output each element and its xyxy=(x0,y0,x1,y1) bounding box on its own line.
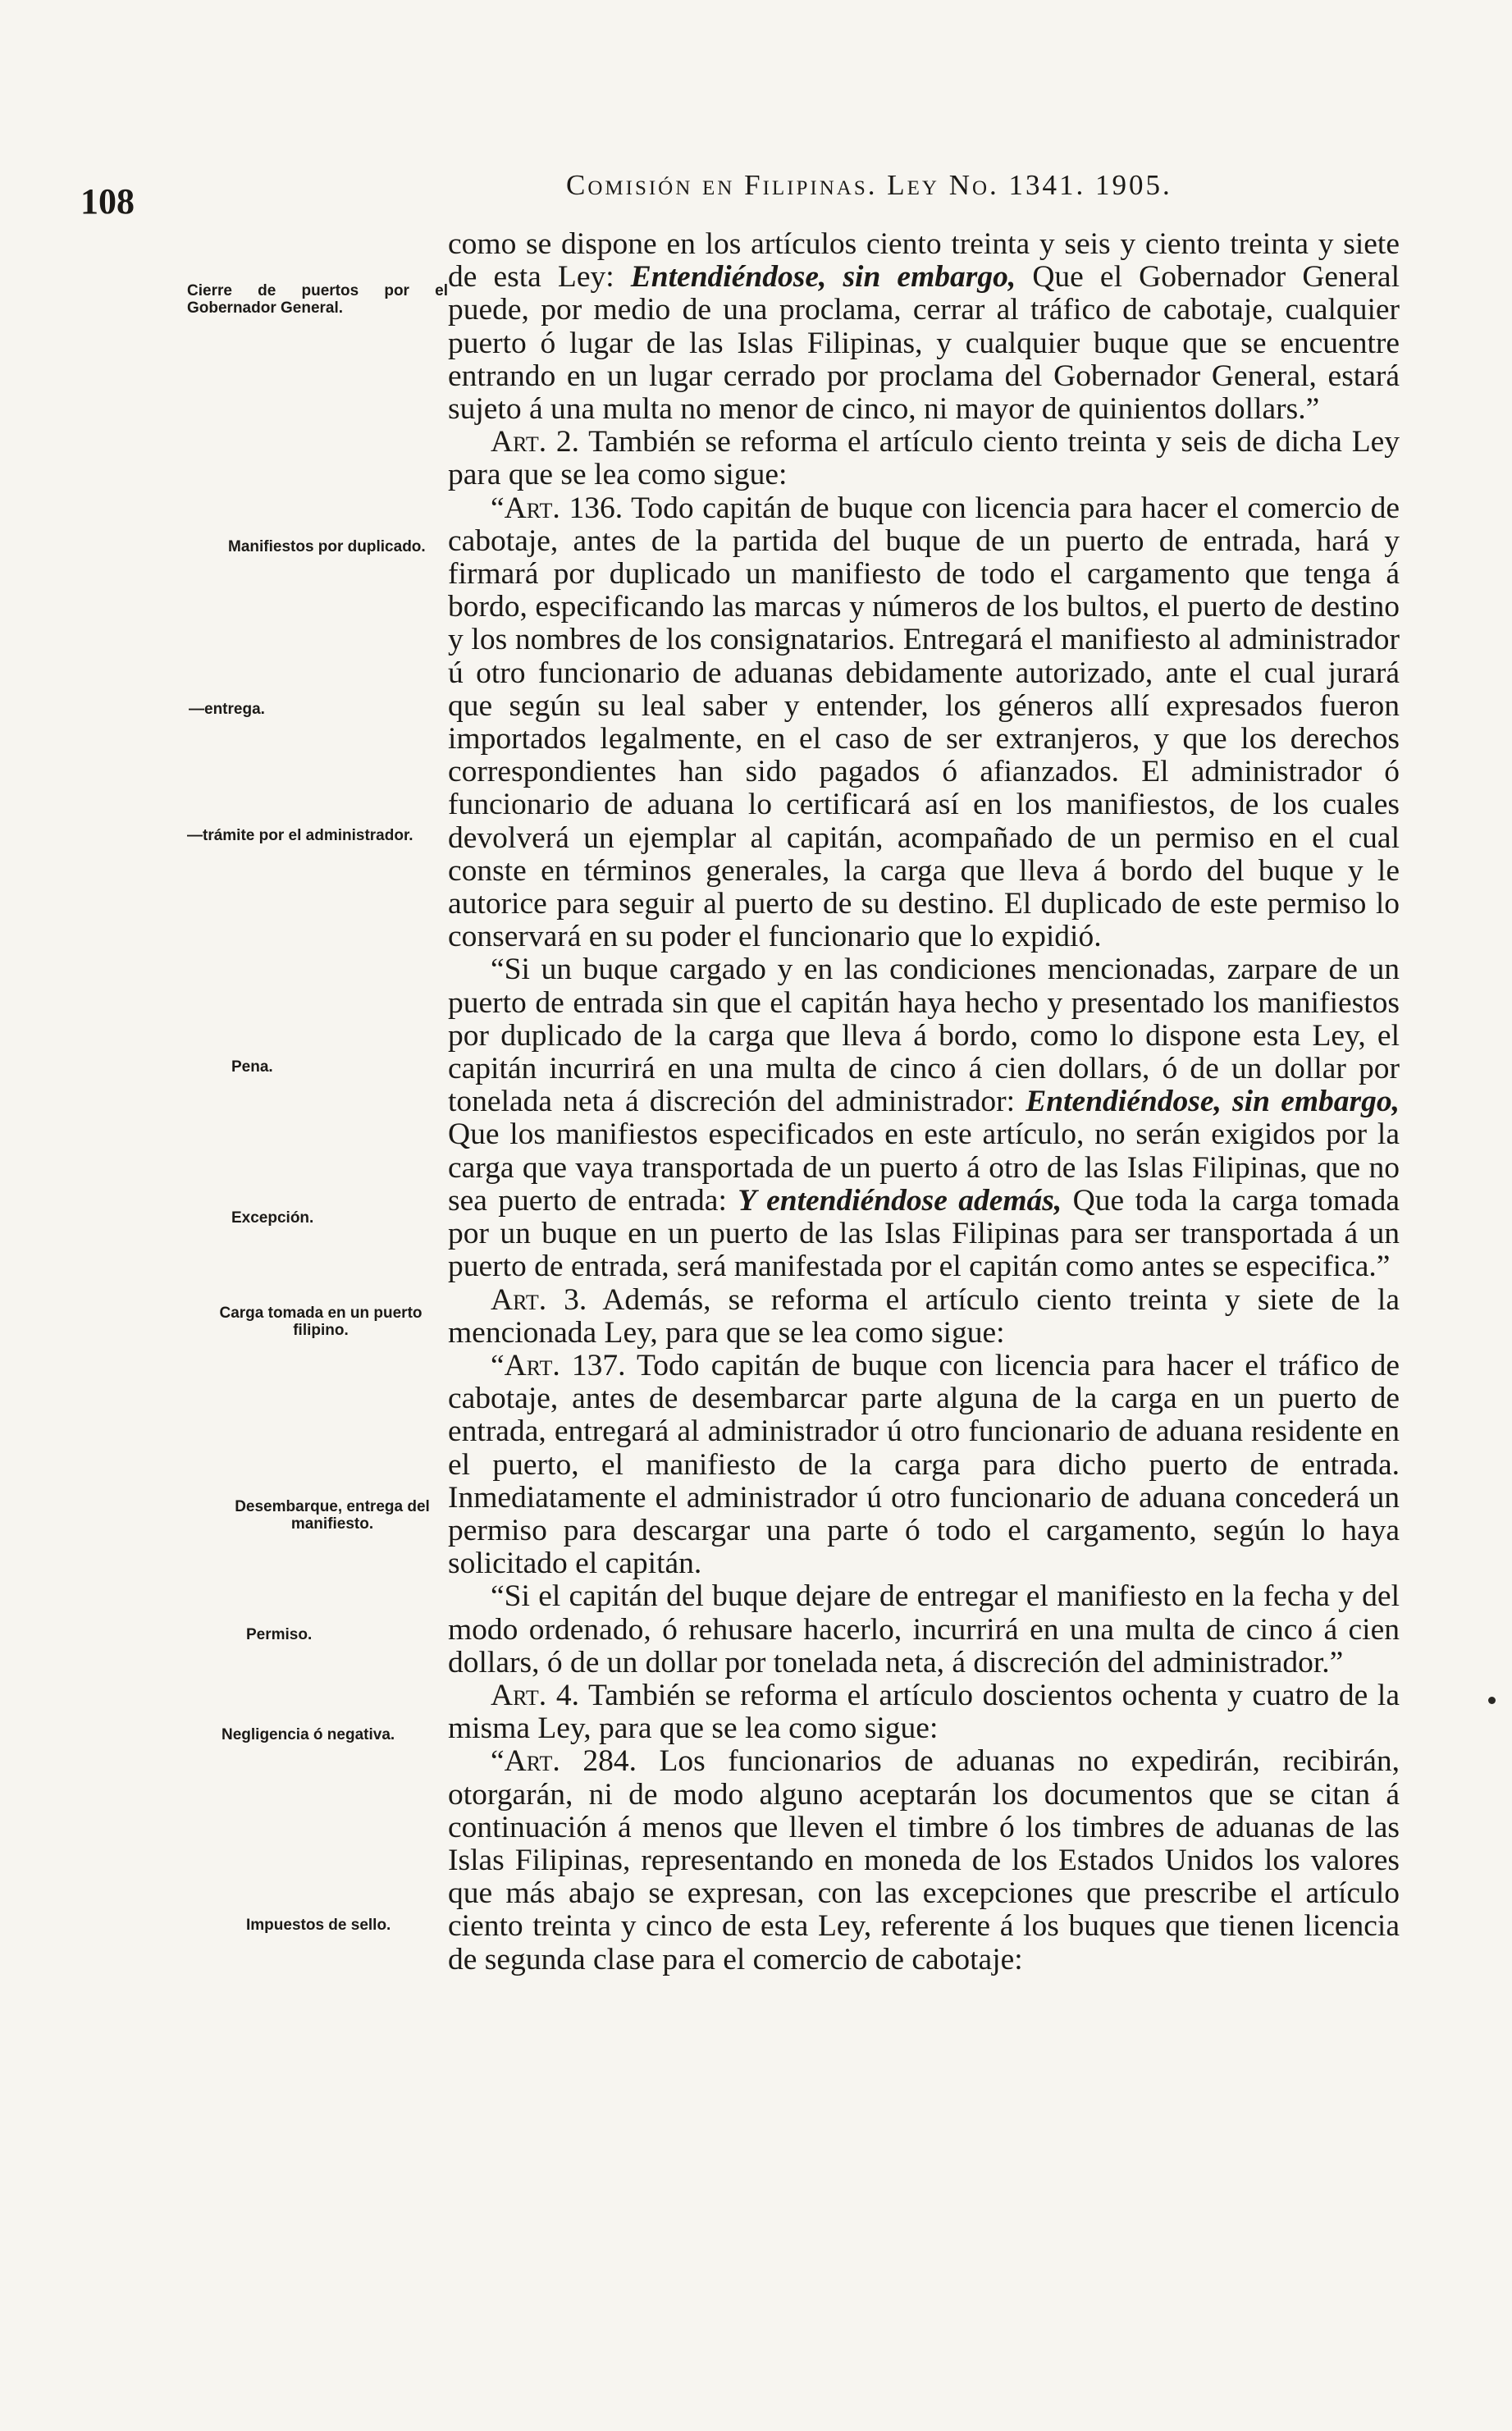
margin-note-cierre-de-puertos: Cierre de puertos por el Gobernador General. xyxy=(187,282,448,317)
page-number: 108 xyxy=(80,181,135,222)
paragraph: Art. 3. Además, se reforma el artículo ciento treinta y siete de la mencionada Ley, para que se lea como sigue: xyxy=(448,1282,1400,1350)
margin-note-excepcion: Excepción. xyxy=(231,1209,314,1227)
margin-note-carga-tomada: Carga tomada en un puerto filipino. xyxy=(219,1305,423,1339)
paragraph: “Si un buque cargado y en las condiciones mencionadas, zarpare de un puerto de entrada sin que el capitán haya hecho y presentado los manifiestos por duplicado de la carga que lleva á bordo, como lo dispone esta Ley, el capitán incurrirá en una multa de cinco á cien dollars, ó de un dollar por tonelada neta á discreción del administrador: Entendiéndose, sin embargo, Que los manifiestos especificados en este artículo, no serán exigidos por la carga que vaya transportada de un puerto á otro de las Islas Filipinas, que no sea puerto de entrada: Y entendiéndose además, Que toda la carga tomada por un buque en un puerto de las Islas Filipinas para ser transportada á un puerto de entrada, será manifestada por el capitán como antes se especifica.” xyxy=(448,953,1400,1284)
paragraph: “Art. 137. Todo capitán de buque con licencia para hacer el tráfico de cabotaje, antes de desembarcar parte alguna de la carga en un puerto de entrada, entregará al administrador ú otro funcionario de aduana residente en el puerto, el manifiesto de la carga para dicho puerto de entrada. Inmediatamente el administrador ú otro funcionario de aduana concederá un permiso para descargar una parte ó todo el cargamento, según lo haya solicitado el capitán. xyxy=(448,1348,1400,1581)
paragraph: como se dispone en los artículos ciento treinta y seis y ciento treinta y siete de esta Ley: Entendiéndose, sin embargo, Que el Gobernador General puede, por medio de una proclama, cerrar al tráfico de cabotaje, cualquier puerto ó lugar de las Islas Filipinas, y cualquier buque que se encuentre entrando en un lugar cerrado por proclama del Gobernador General, estará sujeto á una multa no menor de cinco, ni mayor de quinientos dollars.” xyxy=(448,227,1400,427)
margin-note-impuestos: Impuestos de sello. xyxy=(246,1917,391,1934)
margin-note-permiso: Permiso. xyxy=(246,1626,313,1643)
paragraph: Art. 4. También se reforma el artículo doscientos ochenta y cuatro de la misma Ley, para que se lea como sigue: xyxy=(448,1678,1400,1746)
margin-note-pena: Pena. xyxy=(231,1058,273,1076)
margin-note-desembarque: Desembarque, entrega del manifiesto. xyxy=(235,1498,430,1533)
margin-note-negligencia: Negligencia ó negativa. xyxy=(222,1726,395,1743)
ink-dot xyxy=(1488,1697,1496,1704)
running-head: Comisión en Filipinas. Ley No. 1341. 1905. xyxy=(566,169,1172,201)
paragraph: Art. 2. También se reforma el artículo ciento treinta y seis de dicha Ley para que se lea como sigue: xyxy=(448,425,1400,492)
paragraph: “Art. 284. Los funcionarios de aduanas no expedirán, recibirán, otorgarán, ni de modo alguno aceptarán los documentos que se citan á continuación á menos que lleven el timbre ó los timbres de aduanas de las Islas Filipinas, representando en moneda de los Estados Unidos los valores que más abajo se expresan, con las excepciones que prescribe el artículo ciento treinta y cinco de esta Ley, referente á los buques que tienen licencia de segunda clase para el comercio de cabotaje: xyxy=(448,1744,1400,1976)
margin-note-manifiestos: Manifiestos por duplicado. xyxy=(228,538,426,555)
paragraph: “Si el capitán del buque dejare de entregar el manifiesto en la fecha y del modo ordenado, ó rehusare hacerlo, incurrirá en una multa de cinco á cien dollars, ó de un dollar por tonelada neta, á discreción del administrador.” xyxy=(448,1579,1400,1679)
body-text xyxy=(448,228,1400,1976)
paragraph: “Art. 136. Todo capitán de buque con licencia para hacer el comercio de cabotaje, antes de la partida del buque de un puerto de entrada, hará y firmará por duplicado un manifiesto de todo el cargamento que tenga á bordo, especificando las marcas y números de los bultos, el puerto de destino y los nombres de los consignatarios. Entregará el manifiesto al administrador ú otro funcionario de aduanas debidamente autorizado, ante el cual jurará que según su leal saber y entender, los géneros allí expresados fueron importados legalmente, en el caso de ser extranjeros, y que los derechos correspondientes han sido pagados ó afianzados. El administrador ó funcionario de aduana lo certificará así en los manifiestos, de los cuales devolverá un ejemplar al capitán, acompañado de un permiso en el cual conste en términos generales, la carga que lleva á bordo del buque y le autorice para seguir al puerto de su destino. El duplicado de este permiso lo conservará en su poder el funcionario que lo expidió. xyxy=(448,491,1400,954)
margin-note-entrega: —entrega. xyxy=(189,701,265,718)
margin-note-tramite: —trámite por el administrador. xyxy=(187,827,413,844)
